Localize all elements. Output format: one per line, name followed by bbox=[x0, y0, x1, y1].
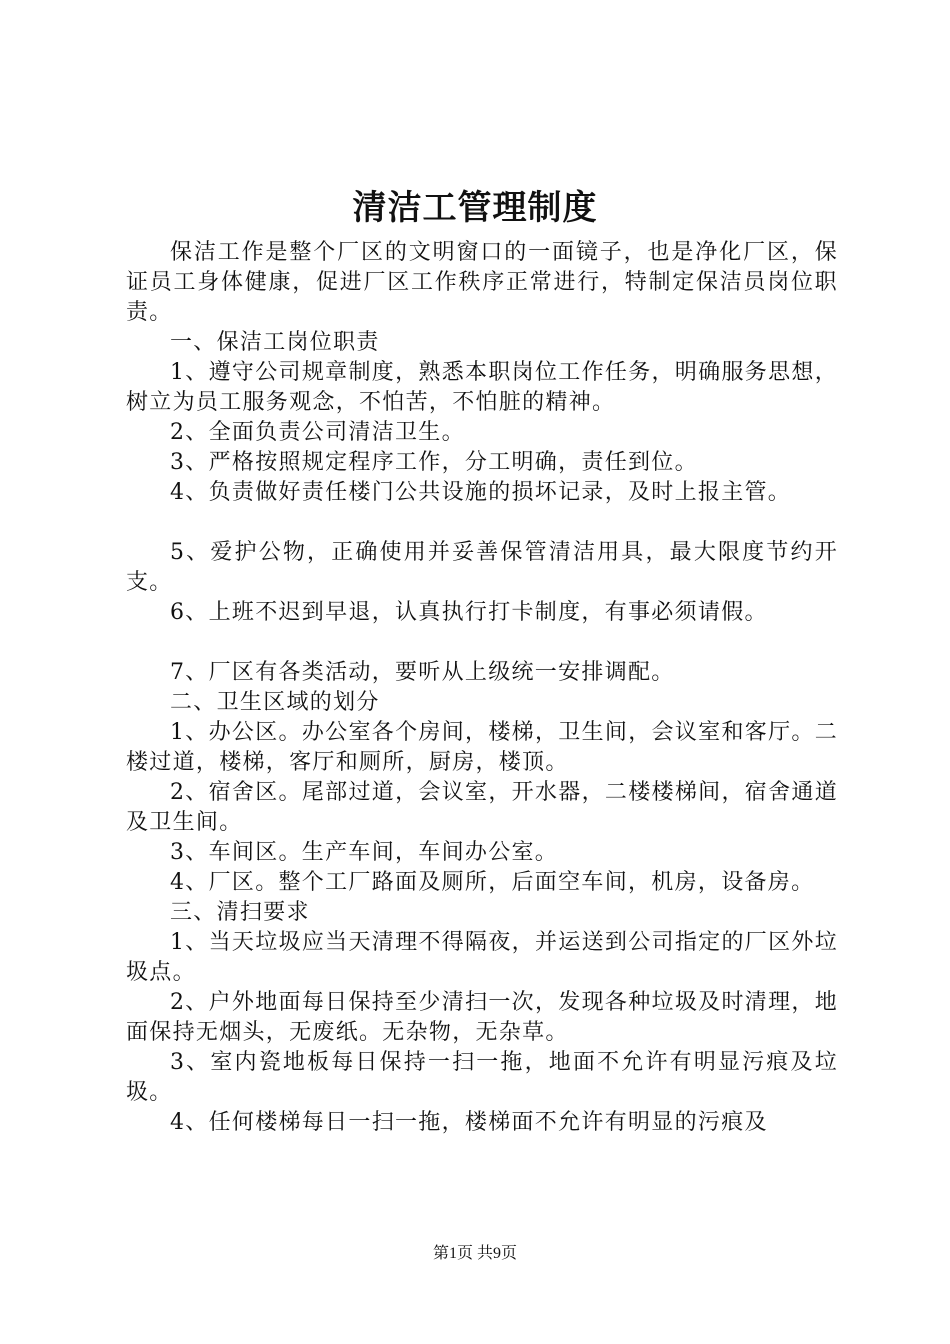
area-item-4: 4、厂区。整个工厂路面及厕所，后面空车间，机房，设备房。 bbox=[170, 870, 815, 895]
duty-item-6: 6、上班不迟到早退，认真执行打卡制度，有事必须请假。 bbox=[170, 600, 768, 625]
section-heading-areas: 二、卫生区域的划分 bbox=[170, 690, 380, 715]
intro-paragraph: 保洁工作是整个厂区的文明窗口的一面镜子，也是净化厂区，保证员工身体健康，促进厂区工作秩序正常进行，特制定保洁员岗位职责。 bbox=[126, 240, 838, 325]
document-body bbox=[126, 238, 838, 1138]
document-title: 清洁工管理制度 bbox=[352, 188, 598, 228]
area-item-3: 3、车间区。生产车间，车间办公室。 bbox=[170, 840, 559, 865]
page-footer: 第1页 共9页 bbox=[432, 1245, 517, 1262]
requirement-item-2: 2、户外地面每日保持至少清扫一次，发现各种垃圾及时清理，地面保持无烟头，无废纸。无杂物，无杂草。 bbox=[126, 990, 838, 1045]
section-heading-duties: 一、保洁工岗位职责 bbox=[170, 330, 380, 355]
requirement-item-3: 3、室内瓷地板每日保持一扫一拖，地面不允许有明显污痕及垃圾。 bbox=[126, 1050, 838, 1105]
area-item-2: 2、宿舍区。尾部过道，会议室，开水器，二楼楼梯间，宿舍通道及卫生间。 bbox=[126, 780, 838, 835]
duty-item-3: 3、严格按照规定程序工作，分工明确，责任到位。 bbox=[170, 450, 698, 475]
requirement-item-4: 4、任何楼梯每日一扫一拖，楼梯面不允许有明显的污痕及 bbox=[170, 1110, 768, 1135]
area-item-1: 1、办公区。办公室各个房间，楼梯，卫生间，会议室和客厅。二楼过道，楼梯，客厅和厕所，厨房，楼顶。 bbox=[126, 720, 838, 775]
duty-item-5: 5、爱护公物，正确使用并妥善保管清洁用具，最大限度节约开支。 bbox=[126, 540, 838, 595]
duty-item-4: 4、负责做好责任楼门公共设施的损坏记录，及时上报主管。 bbox=[170, 480, 792, 505]
requirement-item-1: 1、当天垃圾应当天清理不得隔夜，并运送到公司指定的厂区外垃圾点。 bbox=[126, 930, 838, 985]
duty-item-1: 1、遵守公司规章制度，熟悉本职岗位工作任务，明确服务思想，树立为员工服务观念，不怕苦，不怕脏的精神。 bbox=[126, 360, 838, 415]
duty-item-2: 2、全面负责公司清洁卫生。 bbox=[170, 420, 465, 445]
section-heading-requirements: 三、清扫要求 bbox=[170, 900, 310, 925]
duty-item-7: 7、厂区有各类活动，要听从上级统一安排调配。 bbox=[170, 660, 675, 685]
